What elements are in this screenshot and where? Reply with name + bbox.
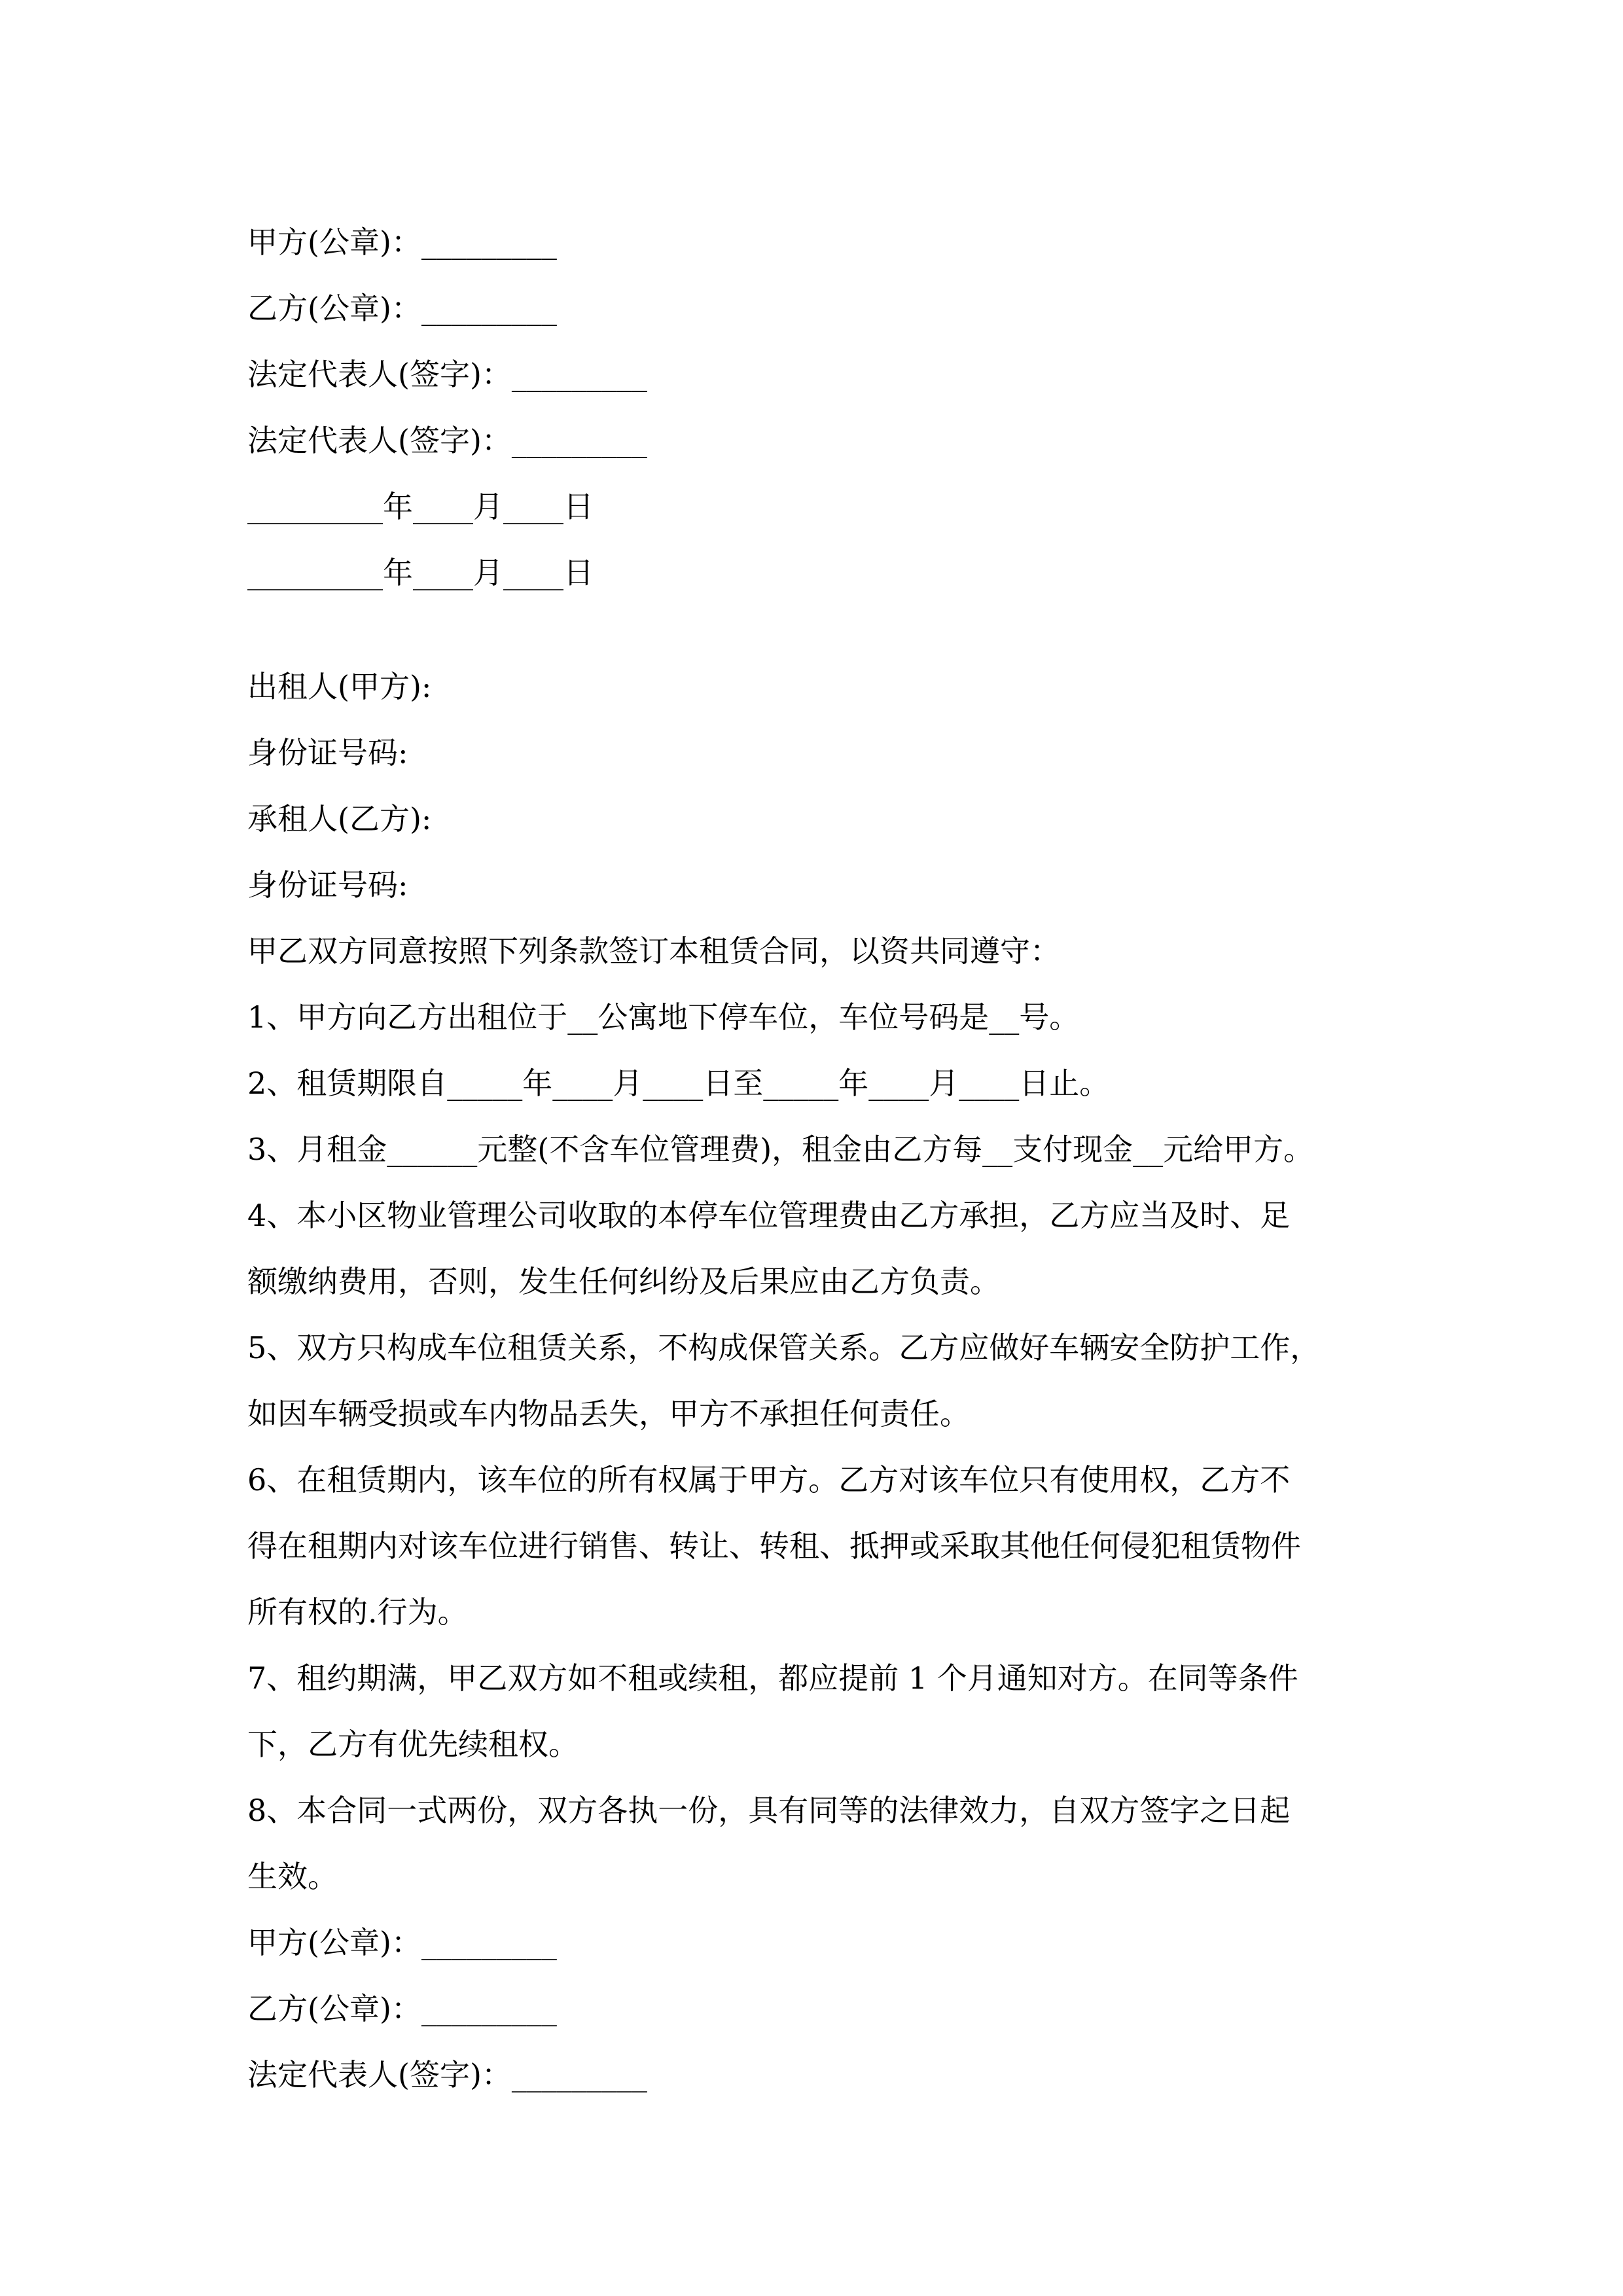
lessee-id-line: 身份证号码: [247, 867, 408, 903]
clause-line: 额缴纳费用，否则，发生任何纠纷及后果应由乙方负责。 [247, 1264, 1000, 1299]
contract-intro: 甲乙双方同意按照下列条款签订本租赁合同，以资共同遵守： [247, 933, 1060, 969]
lessor-line: 出租人(甲方): [247, 669, 432, 704]
legal-rep-signature-1: 法定代表人(签字)：_________ [247, 357, 647, 392]
legal-rep-signature-2: 法定代表人(签字)：_________ [247, 423, 647, 458]
clause-line: 7、租约期满，甲乙双方如不租或续租，都应提前 1 个月通知对方。在同等条件 [247, 1660, 1298, 1696]
clause-line: 生效。 [247, 1859, 338, 1894]
clause-line: 4、本小区物业管理公司收取的本停车位管理费由乙方承担，乙方应当及时、足 [247, 1198, 1291, 1233]
section-spacer [247, 606, 1399, 654]
clause-line: 3、月租金______元整(不含车位管理费)，租金由乙方每__支付现金__元给甲方。 [247, 1132, 1314, 1167]
clause-line: 6、在租赁期内，该车位的所有权属于甲方。乙方对该车位只有使用权，乙方不 [247, 1462, 1291, 1498]
legal-rep-signature-bottom: 法定代表人(签字)：_________ [247, 2057, 647, 2092]
contract-body [247, 209, 1399, 2108]
clause-line: 如因车辆受损或车内物品丢失，甲方不承担任何责任。 [247, 1396, 970, 1431]
clause-line: 所有权的.行为。 [247, 1594, 468, 1630]
clause-line: 8、本合同一式两份，双方各执一份，具有同等的法律效力，自双方签字之日起 [247, 1793, 1291, 1828]
party-b-seal-top: 乙方(公章)：_________ [247, 291, 557, 326]
clause-line: 2、租赁期限自_____年____月____日至_____年____月____日止。 [247, 1066, 1110, 1101]
lessee-line: 承租人(乙方): [247, 801, 432, 836]
clause-line: 下，乙方有优先续租权。 [247, 1727, 579, 1762]
clause-line: 得在租期内对该车位进行销售、转让、转租、抵押或采取其他任何侵犯租赁物件 [247, 1528, 1301, 1564]
party-a-seal-top: 甲方(公章)：_________ [247, 224, 557, 260]
lessor-id-line: 身份证号码: [247, 735, 408, 770]
clause-line: 5、双方只构成车位租赁关系，不构成保管关系。乙方应做好车辆安全防护工作， [247, 1330, 1321, 1365]
party-b-seal-bottom: 乙方(公章)：_________ [247, 1991, 557, 2026]
signature-date-1: _________年____月____日 [247, 489, 594, 524]
signature-date-2: _________年____月____日 [247, 555, 594, 590]
clause-line: 1、甲方向乙方出租位于__公寓地下停车位，车位号码是__号。 [247, 999, 1080, 1035]
party-a-seal-bottom: 甲方(公章)：_________ [247, 1925, 557, 1960]
